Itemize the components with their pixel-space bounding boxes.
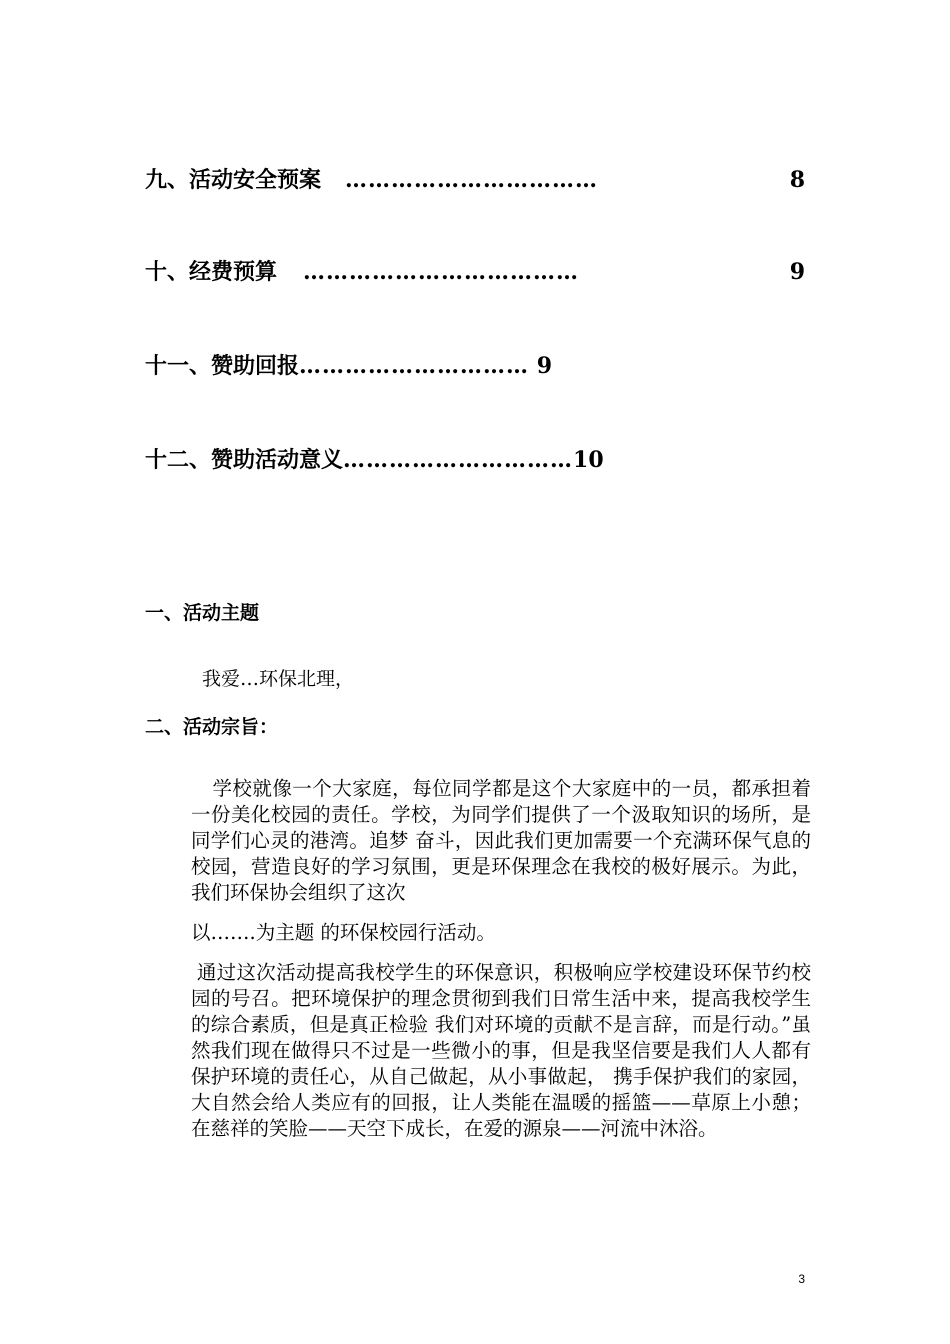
section-heading-theme: 一、活动主题 — [145, 602, 260, 624]
section-heading-purpose: 二、活动宗旨： — [145, 716, 279, 738]
purpose-paragraph-1: 学校就像一个大家庭，每位同学都是这个大家庭中的一员，都承担着一份美化校园的责任。学校，为同学们提供了一个汲取知识的场所，是同学们心灵的港湾。追梦 奋斗，因此我们更加需要一个充满环保气息的校园，营造良好的学习氛围，更是环保理念在我校的极好展示。为此，我们环保协会组织了这次 — [191, 777, 811, 904]
theme-text: 我爱…环保北理， — [202, 668, 355, 690]
toc-entry-budget — [145, 258, 579, 286]
toc-page-number: 9 — [536, 353, 552, 379]
toc-entry-safety-plan — [145, 166, 598, 194]
toc-entry-label: 十一、赞助回报 — [145, 353, 300, 379]
toc-leader-dots: ……………………………… — [303, 259, 580, 285]
purpose-paragraph-1-tail: 以…….为主题 的环保校园行活动。 — [191, 921, 496, 944]
purpose-paragraph-2: 通过这次活动提高我校学生的环保意识，积极响应学校建设环保节约校园的号召。把环境保护的理念贯彻到我们日常生活中来，提高我校学生的综合素质，但是真正检验 我们对环境的贡献不是言辞，而是行动。”虽然我们现在做得只不过是一些微小的事，但是我坚信要是我们人人都有保护环境的责任心，从自己做起，从小事做起， 携手保护我们的家园，大自然会给人类应有的回报，让人类能在温暖的摇篮——草原上小憩；在慈祥的笑脸——天空下成长，在爱的源泉——河流中沐浴。 — [191, 961, 811, 1140]
toc-leader-dots: …………………………… — [345, 167, 599, 193]
toc-entry-label: 九、活动安全预案 — [145, 167, 322, 193]
toc-page-number: 8 — [789, 167, 805, 193]
page-number: 3 — [798, 1272, 805, 1286]
toc-entry-sponsor-return — [145, 352, 552, 380]
toc-entry-label: 十二、赞助活动意义 — [145, 447, 344, 473]
toc-entry-sponsor-meaning — [145, 446, 604, 474]
toc-page-number: 9 — [789, 259, 805, 285]
toc-entry-label: 十、经费预算 — [145, 259, 278, 285]
toc-leader-dots: ………………………… — [343, 447, 574, 473]
toc-leader-dots: ………………………… — [299, 353, 530, 379]
toc-page-number: 10 — [573, 447, 604, 473]
